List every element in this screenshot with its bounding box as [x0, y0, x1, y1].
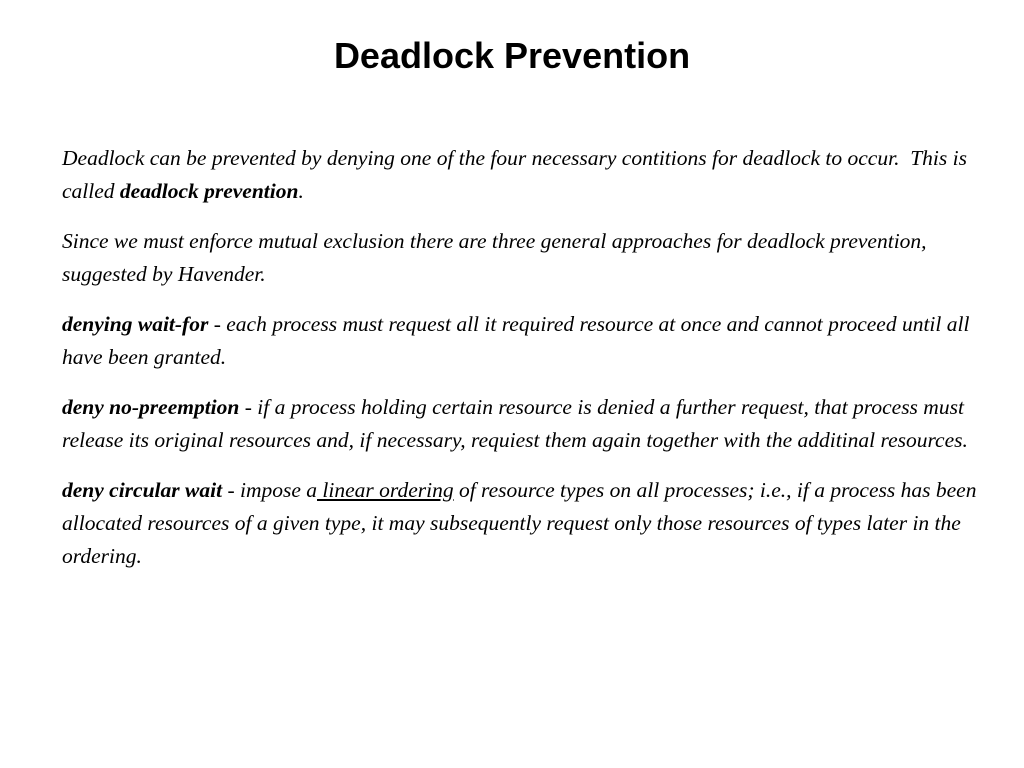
paragraph-approaches — [62, 225, 992, 291]
deny-no-preemption-text: - if a process holding certain resource is denied a further request, that process must release its original resources and, if necessary, requiest them again together with the additinal resources. — [62, 395, 968, 452]
linear-ordering-underlined: linear ordering — [317, 478, 454, 502]
intro-bold-term: deadlock prevention — [119, 179, 299, 203]
deny-circular-wait-text: - impose a — [222, 478, 318, 502]
deny-circular-wait-term: deny circular wait — [62, 478, 223, 502]
paragraph-deny-wait-for — [62, 308, 992, 374]
deny-wait-for-term: denying wait-for — [62, 312, 209, 336]
paragraph-intro — [62, 142, 992, 208]
paragraph-deny-circular-wait — [62, 474, 992, 573]
deny-circular-wait-text-rest: of resource types on all processes; i.e., if a process has been allocated resources of a given type, it may subsequently request only those resources of types later in the ordering. — [62, 478, 977, 568]
intro-period: . — [298, 179, 304, 203]
slide-body — [62, 142, 992, 590]
intro-text: Deadlock can be prevented by denying one of the four necessary contitions for deadlock to occur. This is called — [62, 146, 967, 203]
paragraph-deny-no-preemption — [62, 391, 992, 457]
deny-no-preemption-term: deny no-preemption — [62, 395, 240, 419]
approaches-text: Since we must enforce mutual exclusion there are three general approaches for deadlock prevention, suggested by Havender. — [62, 229, 927, 286]
slide-title: Deadlock Prevention — [333, 35, 691, 76]
deny-wait-for-text: - each process must request all it required resource at once and cannot proceed until all have been granted. — [62, 312, 970, 369]
